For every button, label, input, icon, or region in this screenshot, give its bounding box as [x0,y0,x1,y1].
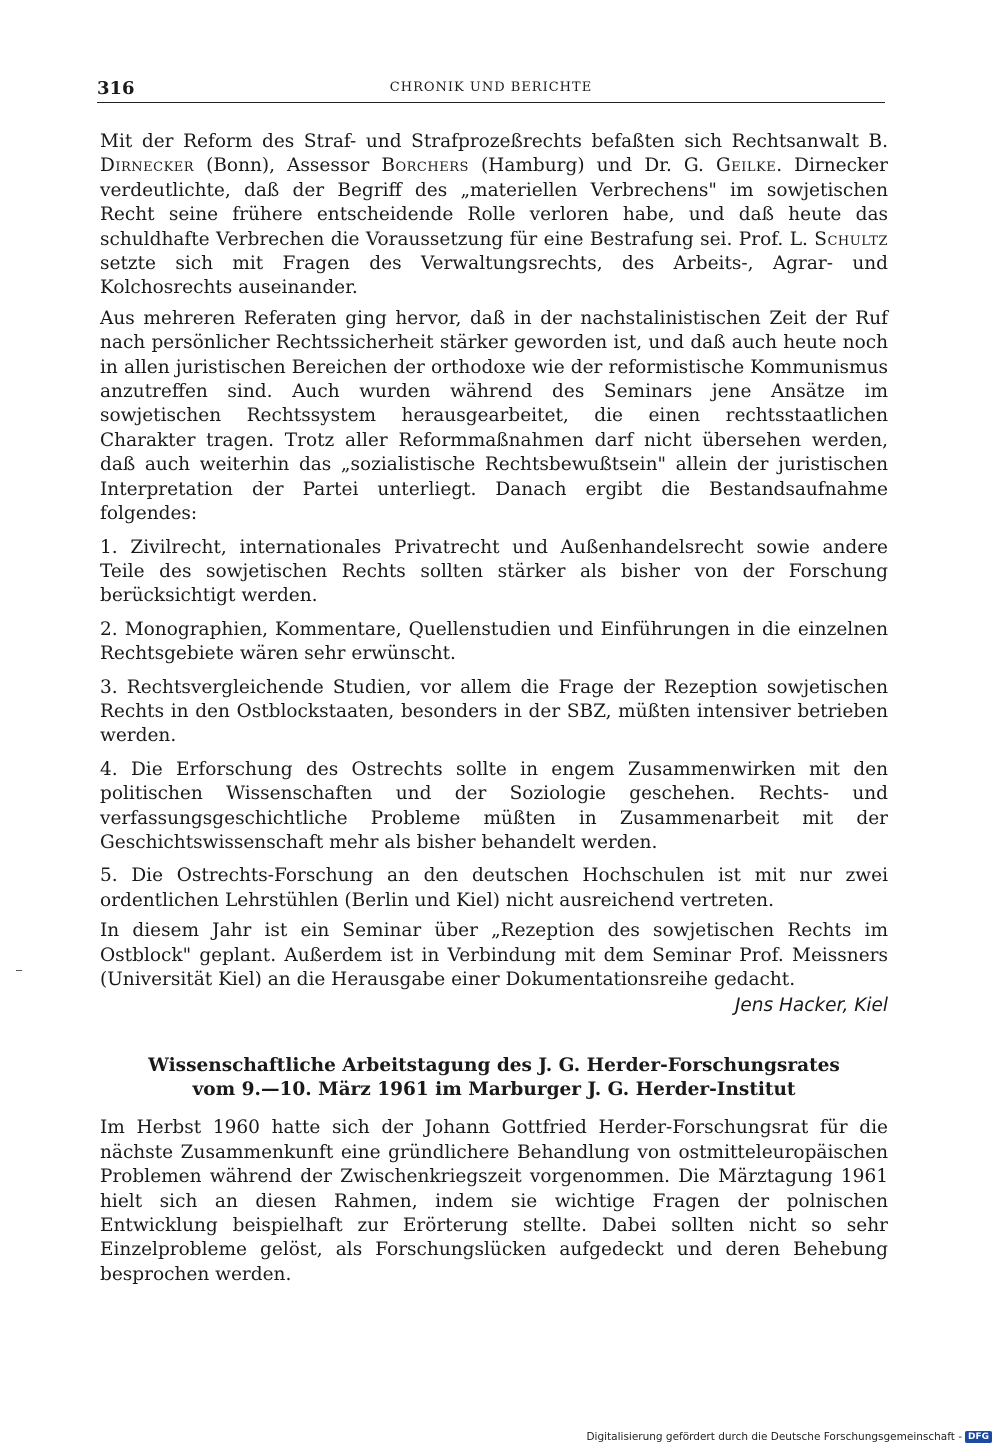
text-segment: Mit der Reform des Straf- und Strafprozeßrechts befaßten sich Rechtsanwalt B. [100,131,888,152]
article1-paragraph-2: Aus mehreren Referaten ging hervor, daß in der nachstalinistischen Zeit der Ruf nach persönlicher Rechtssicherheit stärker geworden ist, und daß auch heute noch in allen juristischen Bereichen der orthodoxe wie der reformistische Kommunismus anzutreffen sind. Auch wurden während des Seminars jene Ansätze im sowjetischen Rechtssystem herausgearbeitet, die einen rechtsstaatlichen Charakter tragen. Trotz aller Reformmaßnahmen darf nicht übersehen werden, daß auch weiterhin das „sozialistische Rechtsbewußtsein" allein der juristischen Interpretation der Partei unterliegt. Danach ergibt die Bestandsaufnahme folgendes: [100,307,888,525]
article2-paragraph-1: Im Herbst 1960 hatte sich der Johann Gottfried Herder-Forschungsrat für die nächste Zusammenkunft eine gründlichere Behandlung von ostmitteleuropäischen Problemen während der Zwischenkriegszeit vorgenommen. Die Märztagung 1961 hielt sich an diesen Rahmen, indem sie wichtige Fragen der polnischen Entwicklung beispielhaft zur Erörterung stellte. Dabei sollten nicht so sehr Einzelprobleme gelöst, als Forschungslücken aufgedeckt und deren Behebung besprochen werden. [100,1117,888,1285]
running-head: CHRONIK UND BERICHTE [389,80,593,95]
margin-mark [16,970,22,971]
footer-credit [586,1431,992,1443]
list-item: 5. Die Ostrechts-Forschung an den deutschen Hochschulen ist mit nur zwei ordentlichen Lehrstühlen (Berlin und Kiel) nicht ausreichend vertreten. [100,865,888,911]
article1-paragraph-3: In diesem Jahr ist ein Seminar über „Rezeption des sowjetischen Rechts im Ostblock" geplant. Außerdem ist in Verbindung mit dem Seminar Prof. Meissners (Universität Kiel) an die Herausgabe einer Dokumentationsreihe gedacht. [100,920,888,990]
page-number: 316 [97,78,135,99]
section-heading-line-2: vom 9.—10. März 1961 im Marburger J. G. Herder-Institut [192,1079,796,1101]
text-column [100,130,888,1287]
text-segment: (Hamburg) und Dr. G. [468,155,716,177]
person-name: Geilke [715,155,777,177]
footer-credit-text: Digitalisierung gefördert durch die Deutsche Forschungsgemeinschaft - [586,1431,962,1443]
author-signature: Jens Hacker, Kiel [734,995,888,1017]
person-name: Schultz [814,228,888,250]
person-name: Dirnecker [100,155,195,177]
article1-paragraph-1 [100,130,888,301]
person-name: Borchers [381,155,469,177]
list-item: 4. Die Erforschung des Ostrechts sollte in engem Zusammenwirken mit den politischen Wissenschaften und der Soziologie geschehen. Rechts- und verfassungsgeschichtliche Probleme müßten in Zusammenarbeit mit der Geschichtswissenschaft mehr als bisher behandelt werden. [100,758,888,853]
dfg-logo-icon: DFG [965,1431,992,1443]
section-heading [100,1054,888,1102]
list-item: 1. Zivilrecht, internationales Privatrecht und Außenhandelsrecht sowie andere Teile des sowjetischen Rechts sollten stärker als bisher von der Forschung berücksichtigt werden. [100,536,888,607]
page-header [97,78,885,103]
list-item: 3. Rechtsvergleichende Studien, vor allem die Frage der Rezeption sowjetischen Rechts in den Ostblockstaaten, besonders in der SBZ, müßten intensiver betrieben werden. [100,676,888,747]
text-segment: setzte sich mit Fragen des Verwaltungsrechts, des Arbeits-, Agrar- und Kolchosrechts auseinander. [100,253,888,299]
list-item: 2. Monographien, Kommentare, Quellenstudien und Einführungen in die einzelnen Rechtsgebiete wären sehr erwünscht. [100,618,888,665]
text-segment: (Bonn), Assessor [194,155,382,177]
section-heading-line-1: Wissenschaftliche Arbeitstagung des J. G. Herder-Forschungsrates [148,1055,840,1077]
text-segment: . Dirnecker verdeutlichte, daß der Begriff des „materiellen Verbrechens" im sowjetischen Recht seine frühere entscheidende Rolle verloren habe, und daß heute das schuldhafte Verbrechen die Voraussetzung für eine Bestrafung sei. Prof. L. [100,155,888,250]
